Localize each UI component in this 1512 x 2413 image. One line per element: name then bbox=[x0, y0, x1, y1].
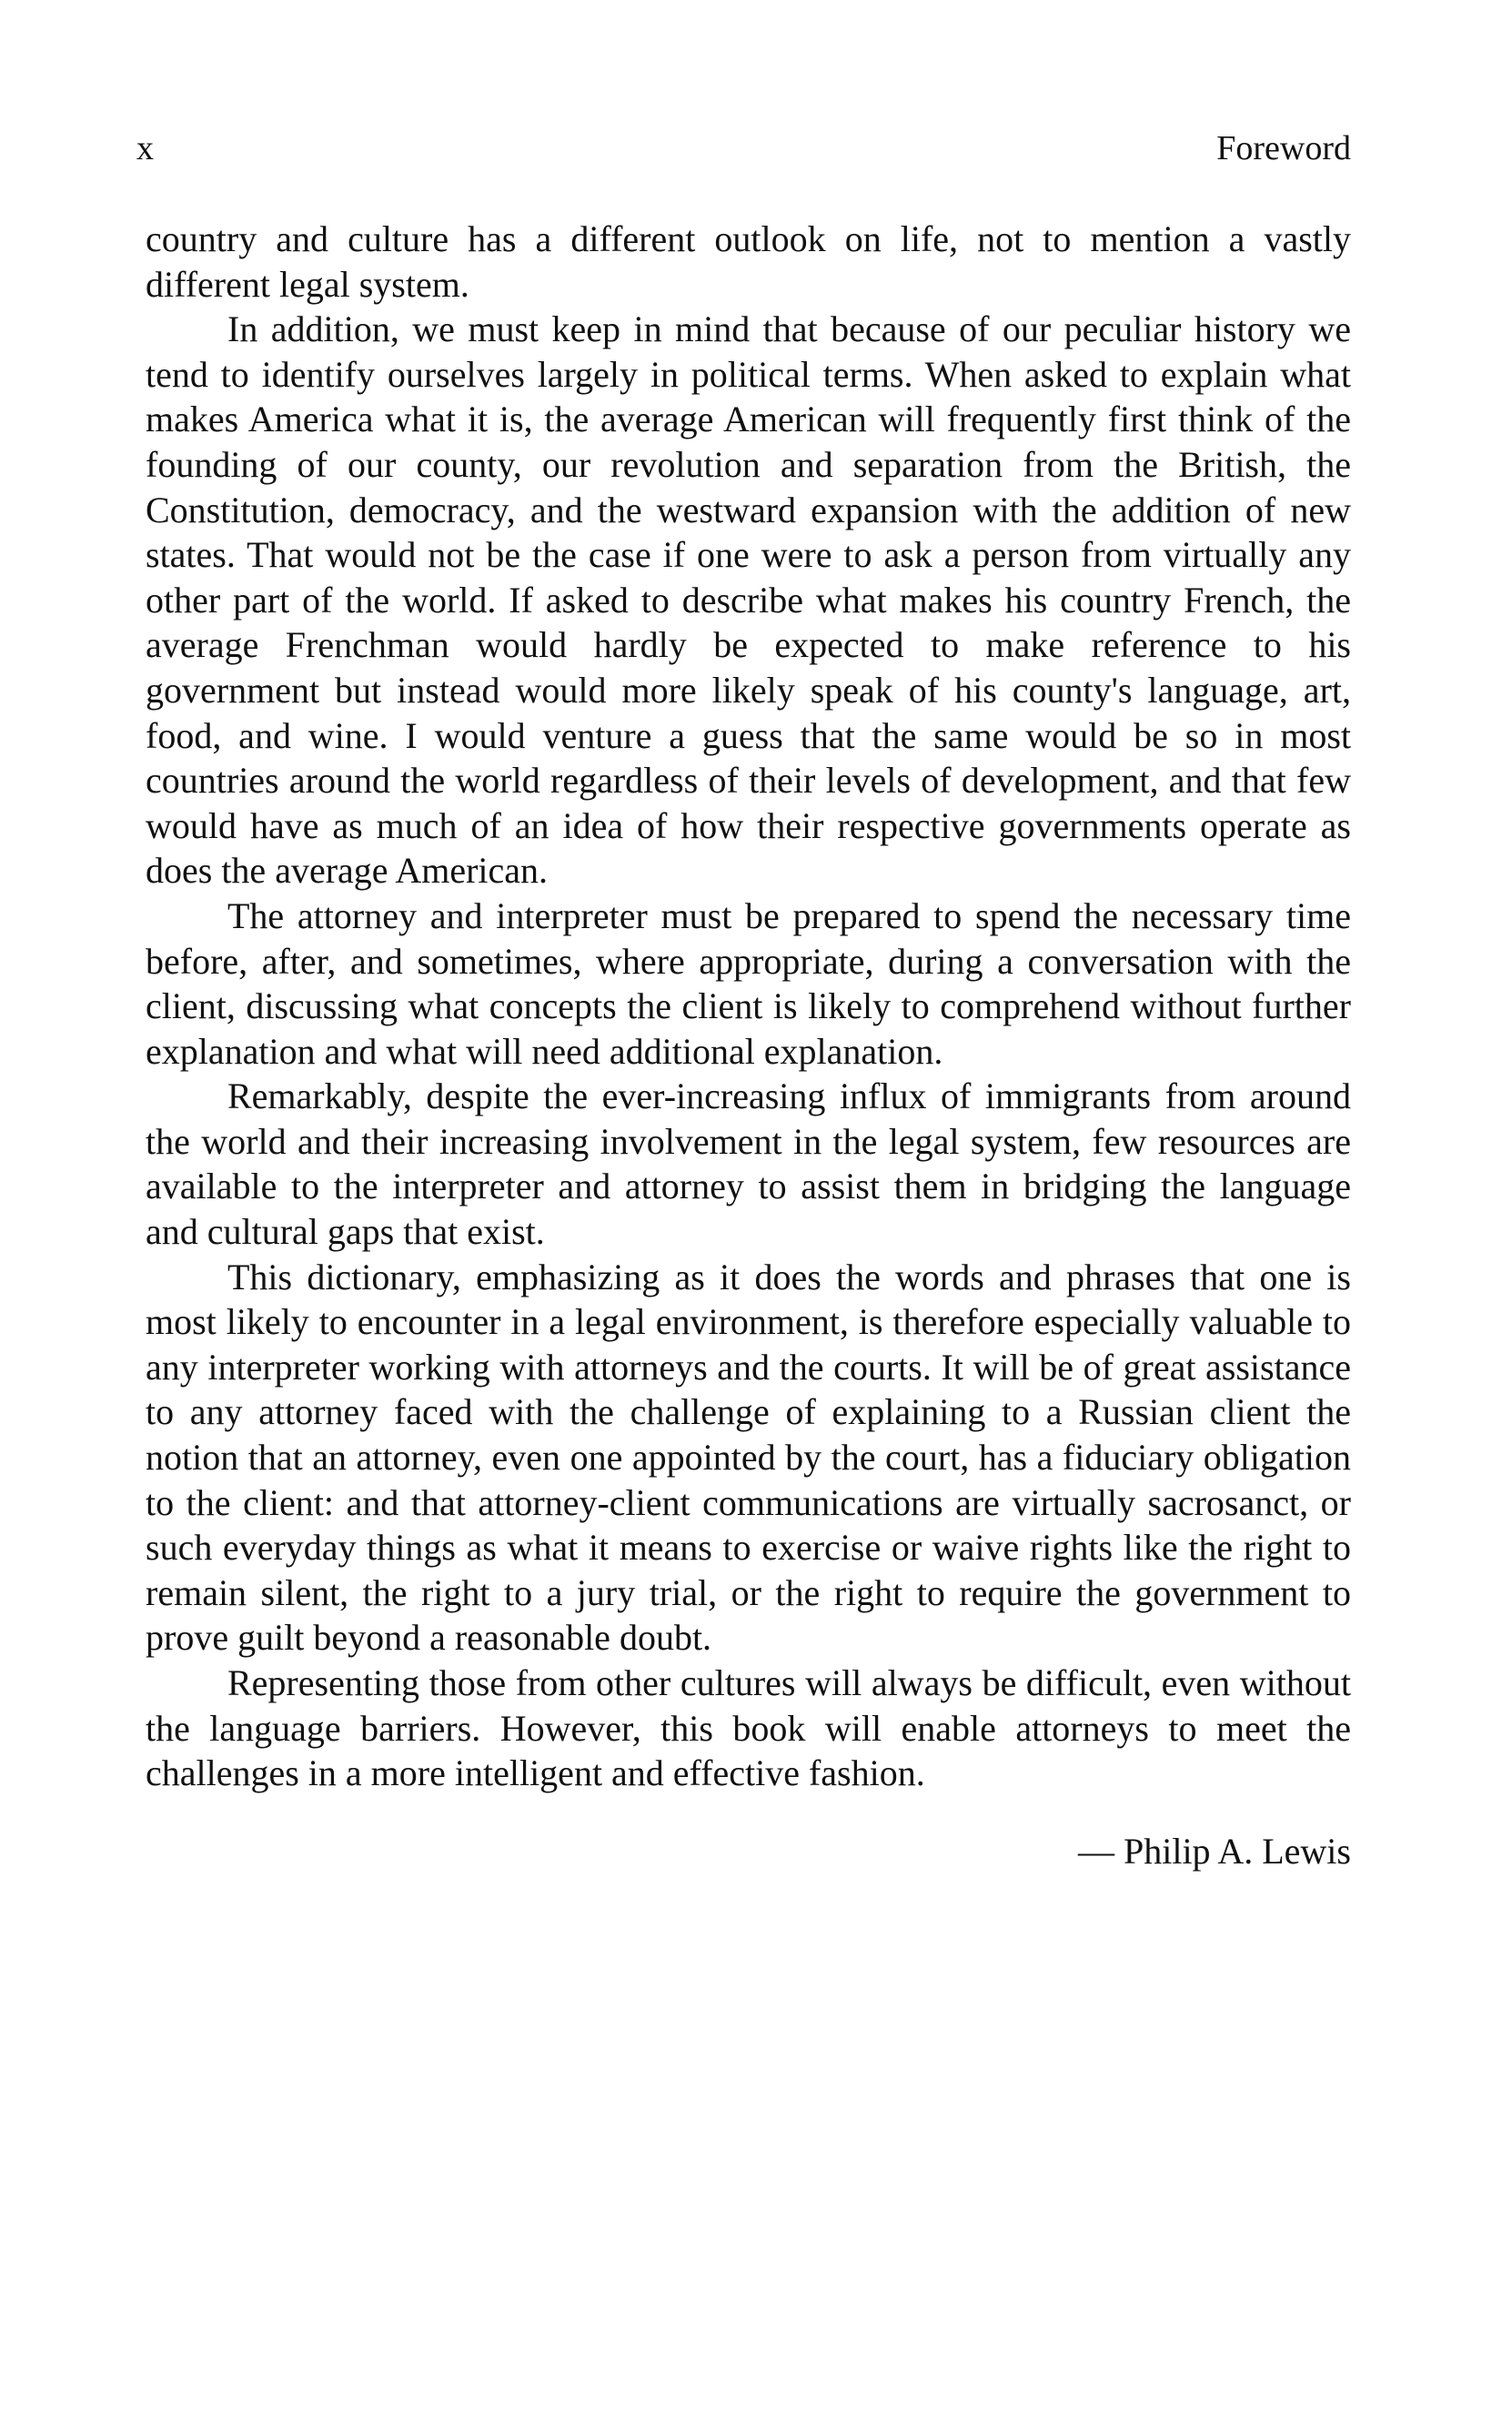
page-number: x bbox=[136, 129, 154, 167]
foreword-body bbox=[146, 217, 1351, 1796]
paragraph-closing: Representing those from other cultures will always be difficult, even without the language barriers. However, this book will enable attorneys to meet the challenges in a more intelligent and effective fashion. bbox=[146, 1662, 1351, 1794]
paragraph-dictionary: This dictionary, emphasizing as it does the words and phrases that one is most likely to encounter in a legal environment, is therefore especially valuable to any interpreter working with attorneys and the courts. It will be of great assistance to any attorney faced with the challenge of explaining to a Russian client the notion that an attorney, even one appointed by the court, has a fiduciary obligation to the client: and that attorney-client communications are virtually sacrosanct, or such everyday things as what it means to exercise or waive rights like the right to remain silent, the right to a jury trial, or the right to require the government to prove guilt beyond a reasonable doubt. bbox=[146, 1256, 1351, 1659]
author-signature: — Philip A. Lewis bbox=[1077, 1831, 1351, 1872]
paragraph-attorney-interpreter: The attorney and interpreter must be prepared to spend the necessary time before, after, and sometimes, where appropriate, during a conversation with the client, discussing what concepts the client is likely to comprehend without further explanation and what will need additional explanation. bbox=[146, 894, 1351, 1072]
section-title: Foreword bbox=[1216, 129, 1351, 167]
running-head bbox=[136, 126, 1351, 171]
paragraph-resources: Remarkably, despite the ever-increasing influx of immigrants from around the world and their increasing involvement in the legal system, few resources are available to the interpreter and attorney to assist them in bridging the language and cultural gaps that exist. bbox=[146, 1075, 1351, 1253]
paragraph-continued: country and culture has a different outlook on life, not to mention a vastly different legal system. bbox=[146, 218, 1351, 305]
paragraph-political-identity: In addition, we must keep in mind that because of our peculiar history we tend to identify ourselves largely in political terms. When asked to explain what makes America what it is, the average American will frequently first think of the founding of our county, our revolution and separation from the British, the Constitution, democracy, and the westward expansion with the addition of new states. That would not be the case if one were to ask a person from virtually any other part of the world. If asked to describe what makes his country French, the average Frenchman would hardly be expected to make reference to his government but instead would more likely speak of his county's language, art, food, and wine. I would venture a guess that the same would be so in most countries around the world regardless of their levels of development, and that few would have as much of an idea of how their respective governments operate as does the average American. bbox=[146, 308, 1351, 892]
